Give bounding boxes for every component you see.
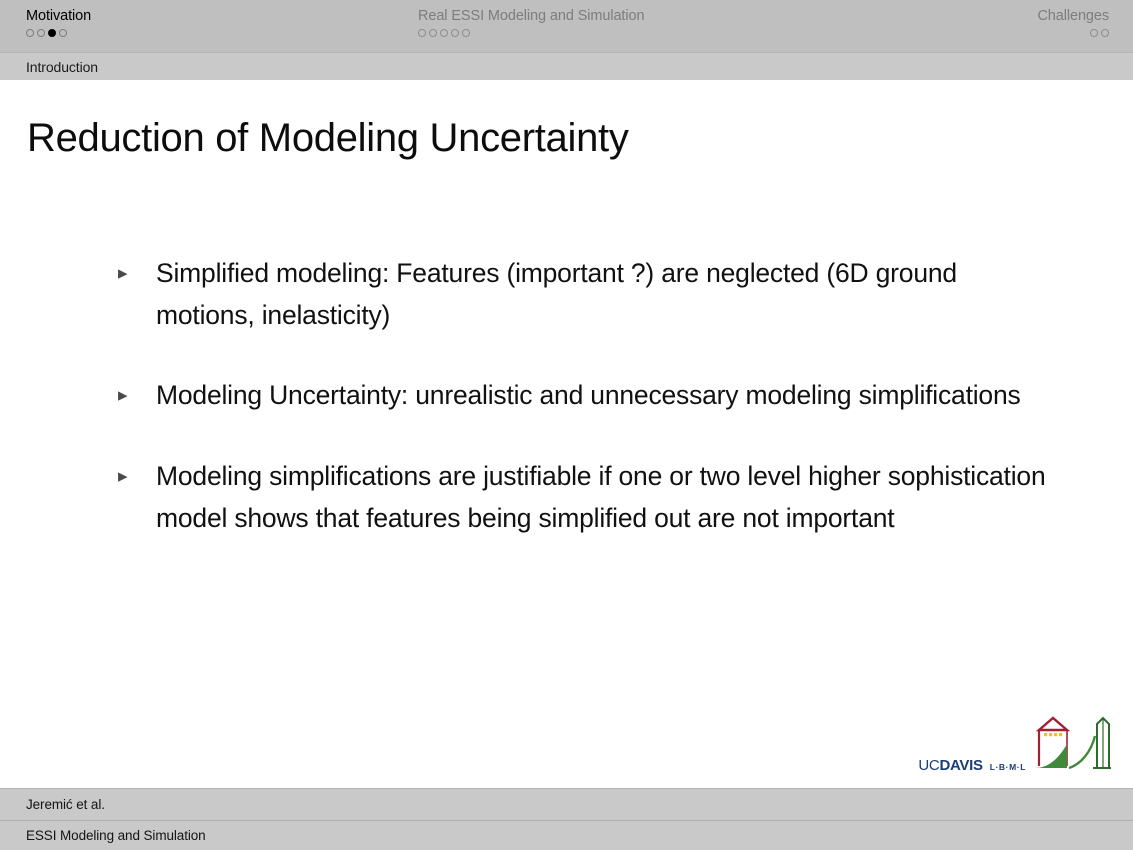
logo-group [918, 714, 1111, 776]
page-title: Reduction of Modeling Uncertainty [27, 116, 629, 160]
ucdavis-uc-text: UC [918, 757, 940, 774]
nav-progress-dots-motivation [26, 29, 91, 37]
nav-dot[interactable] [418, 29, 426, 37]
nav-section-real-essi[interactable] [418, 8, 644, 37]
nav-dot[interactable] [1090, 29, 1098, 37]
footer-authors-bar [0, 788, 1133, 820]
nav-section-challenges[interactable] [1037, 8, 1109, 37]
nav-dot[interactable] [1101, 29, 1109, 37]
nav-section-label[interactable]: Challenges [1037, 8, 1109, 24]
nav-dot-current[interactable] [48, 29, 56, 37]
list-item [118, 252, 1058, 336]
bullet-triangle-icon: ▸ [118, 263, 128, 284]
nav-dot[interactable] [451, 29, 459, 37]
footer-title-bar [0, 820, 1133, 850]
lbml-lab-logo-text: L·B·M·L [989, 762, 1026, 772]
bullet-triangle-icon: ▸ [118, 466, 128, 487]
nav-section-motivation[interactable] [26, 8, 91, 37]
nav-dot[interactable] [59, 29, 67, 37]
nav-dot[interactable] [462, 29, 470, 37]
list-item-text: Simplified modeling: Features (important ?) are neglected (6D ground motions, inelasticity) [156, 258, 957, 330]
ucdavis-logo [918, 757, 982, 776]
nav-progress-dots-challenges [1037, 29, 1109, 37]
subsection-label: Introduction [26, 58, 98, 75]
nav-section-label[interactable]: Real ESSI Modeling and Simulation [418, 8, 645, 24]
nav-dot[interactable] [37, 29, 45, 37]
nav-dot[interactable] [429, 29, 437, 37]
list-item-text: Modeling simplifications are justifiable if one or two level higher sophistication model shows that features being simplified out are not important [156, 461, 1046, 533]
footer-document-title: ESSI Modeling and Simulation [26, 828, 206, 843]
bullet-triangle-icon: ▸ [118, 385, 128, 406]
campus-building-icon [1033, 714, 1111, 776]
nav-section-label[interactable]: Motivation [26, 8, 92, 24]
slide-navigation-bar [0, 0, 1133, 52]
slide-body [0, 80, 1133, 788]
subsection-bar [0, 52, 1133, 80]
list-item [118, 374, 1058, 417]
bullet-list [118, 252, 1058, 577]
list-item-text: Modeling Uncertainty: unrealistic and unnecessary modeling simplifications [156, 380, 1021, 410]
list-item [118, 455, 1058, 539]
footer-authors: Jeremić et al. [26, 797, 105, 812]
ucdavis-davis-text: DAVIS [939, 757, 983, 774]
nav-progress-dots-real-essi [418, 29, 644, 37]
nav-dot[interactable] [26, 29, 34, 37]
nav-dot[interactable] [440, 29, 448, 37]
